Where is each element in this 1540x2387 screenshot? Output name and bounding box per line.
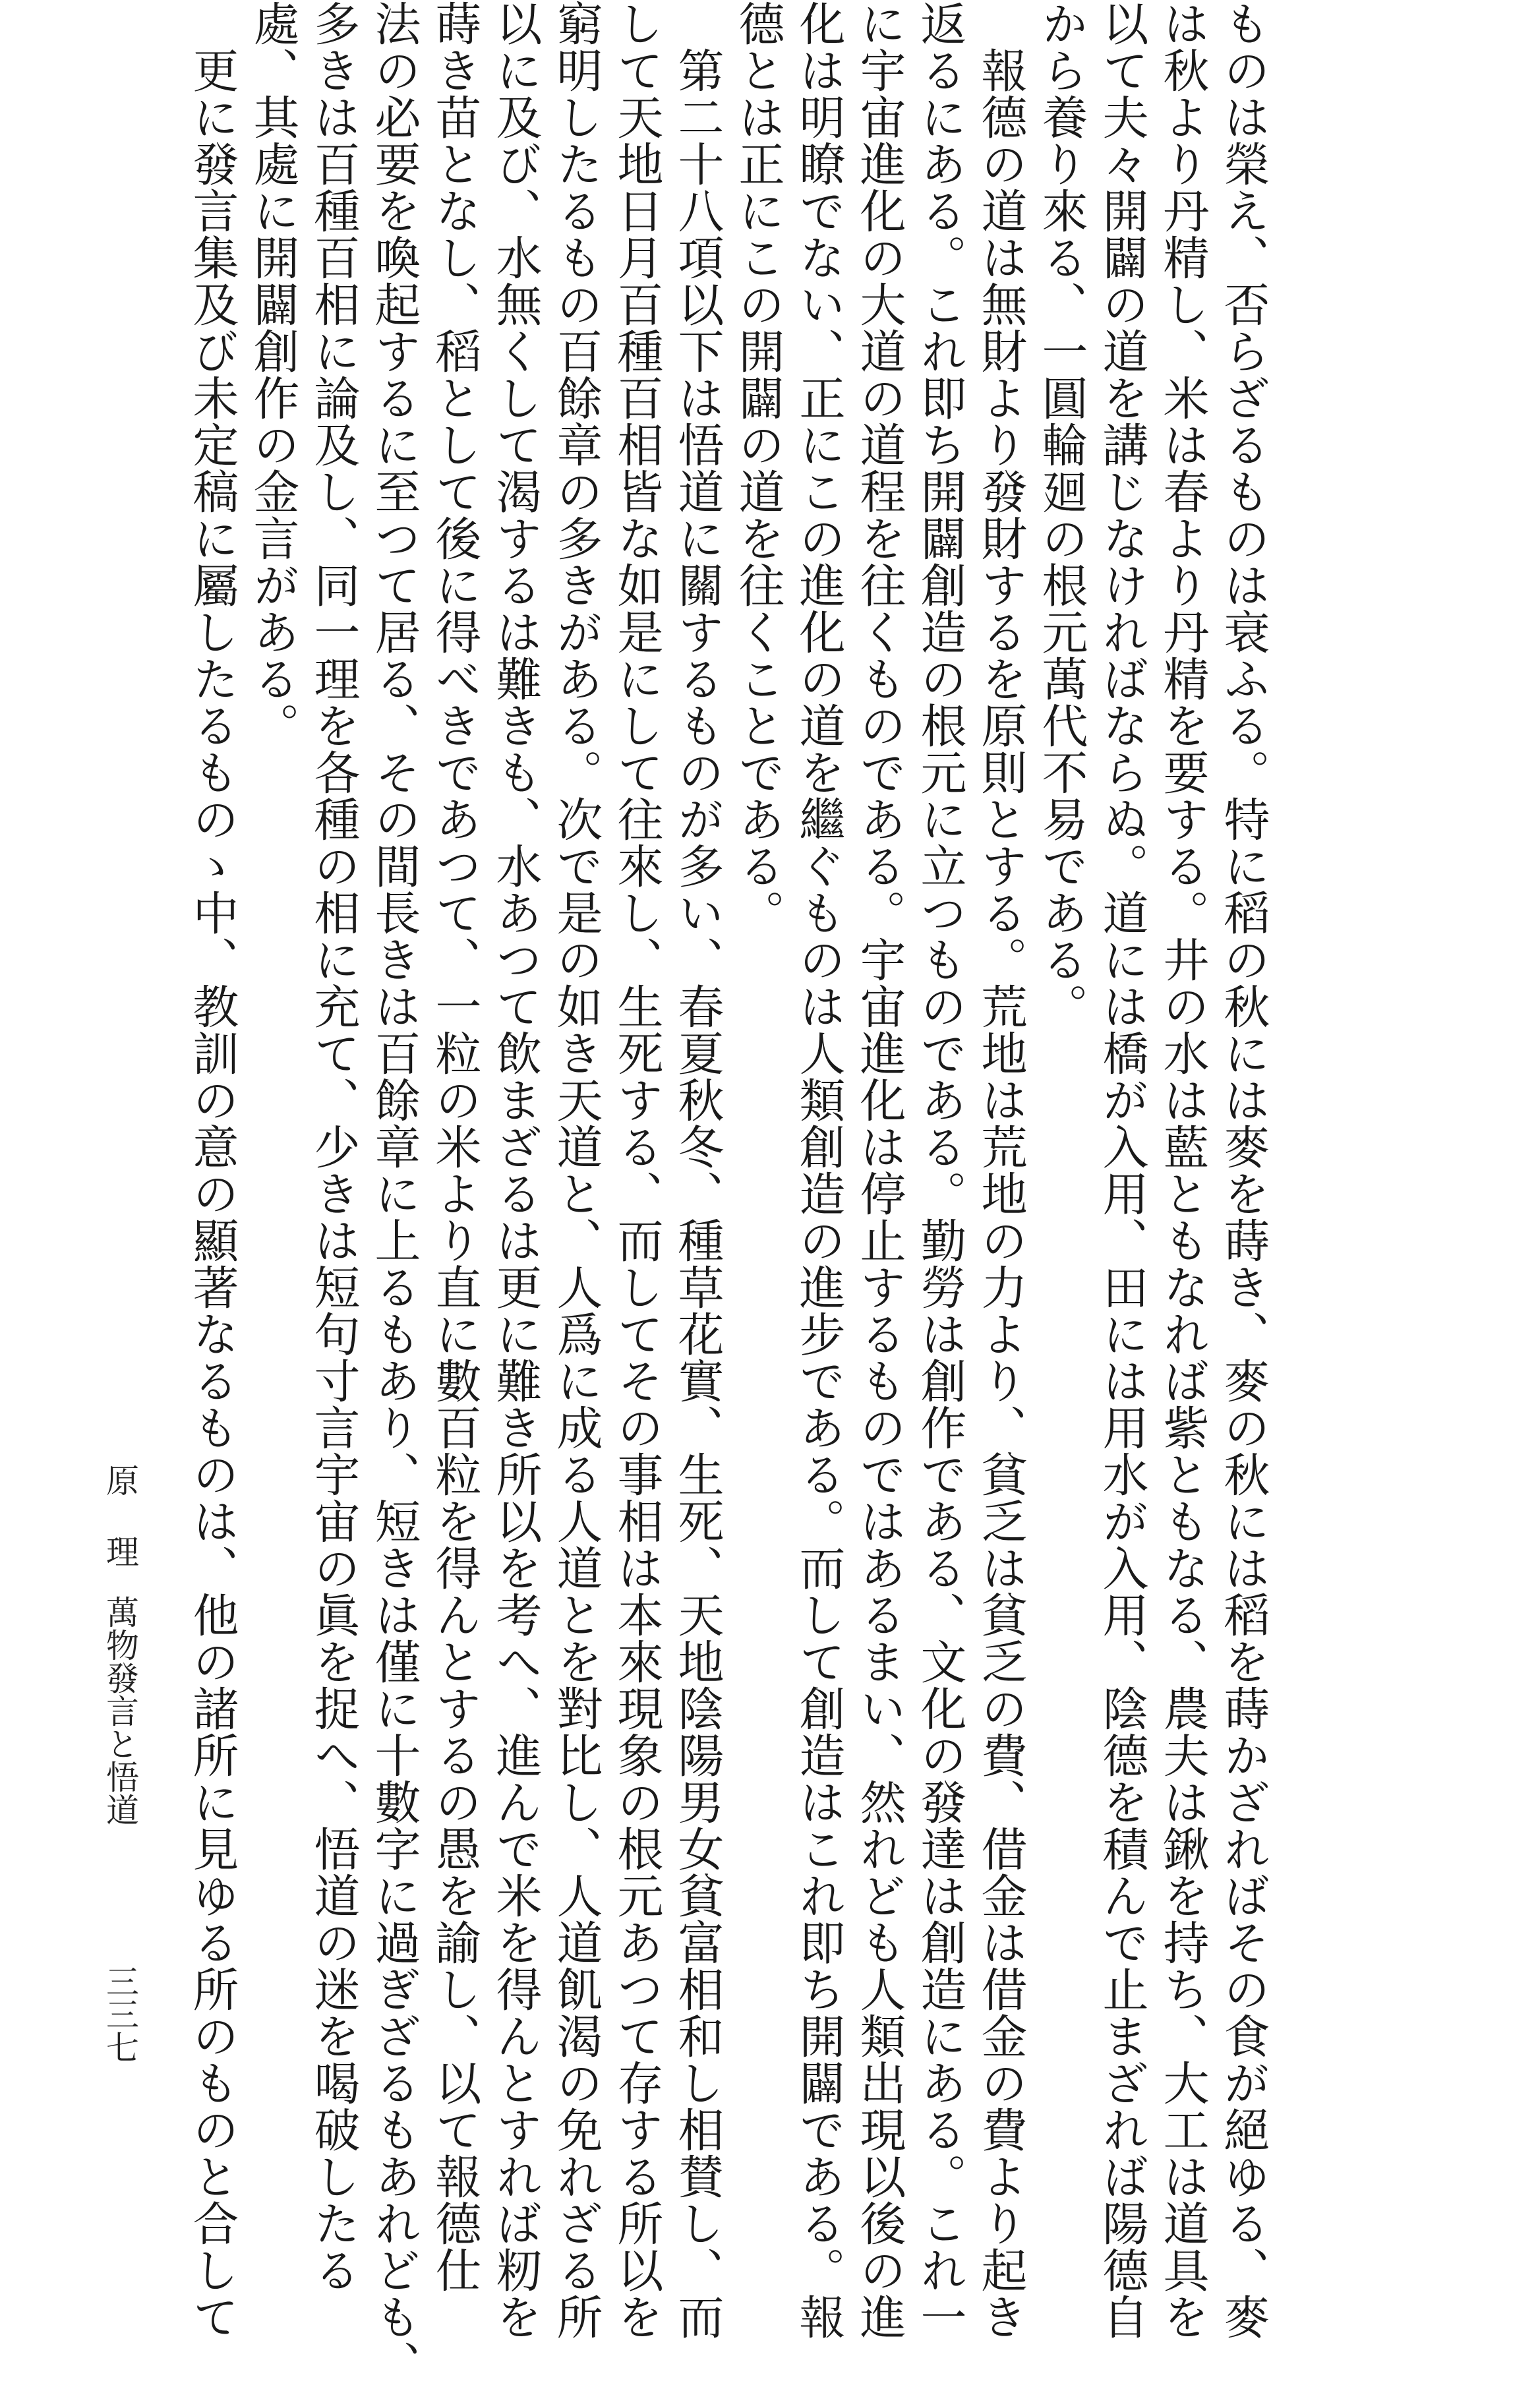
body-line: 化は明瞭でない、正にこの進化の道を繼ぐものは人類創造の進步である。而して創造はこれ即ち開闢である。報 (792, 0, 846, 2340)
body-line: 多きは百種百相に論及し、同一理を各種の相に充て、少きは短句寸言宇宙の眞を捉へ、悟道の迷を喝破したる (307, 0, 361, 2293)
body-line: 以に及び、水無くして渴するは難きも、水あつて飲まざるは更に難き所以を考へ、進んで米を得んとすれば籾を (489, 0, 543, 2340)
body-line: 處、其處に開闢創作の金言がある。 (246, 0, 300, 749)
body-line: に宇宙進化の大道の道程を往くものである。宇宙進化は停止するものではあるまい、然れども人類出現以後の進 (852, 0, 906, 2340)
running-title: 萬物發言と悟道 (101, 1595, 139, 1826)
body-line: 返るにある。これ即ち開闢創造の根元に立つものである。勤勞は創作である、文化の發達は創造にある。これ一 (913, 0, 967, 2340)
body-line: 報德の道は無財より發財するを原則とする。荒地は荒地の力より、貧乏は貧乏の費、借金は借金の費より起き (974, 0, 1028, 2340)
body-line: 德とは正にこの開闢の道を往くことである。 (731, 0, 785, 936)
page-number: 三三七 (101, 1964, 139, 2063)
body-line: 更に發言集及び未定稿に屬したるものゝ中、教訓の意の顯著なるものは、他の諸所に見ゆる所のものと合して (185, 0, 239, 2340)
body-line: ものは榮え、否らざるものは衰ふる。特に稻の秋には麥を蒔き、麥の秋には稻を蒔かざればその食が絕ゆる、麥 (1216, 0, 1270, 2340)
body-line: 蒔き苗となし、稻として後に得べきであつて、一粒の米より直に數百粒を得んとするの愚を諭し、以て報德仕 (428, 0, 482, 2293)
body-line: 第二十八項以下は悟道に關するものが多い、春夏秋冬、種草花實、生死、天地陰陽男女貧富相和し相賛し、而 (670, 0, 725, 2340)
body-line: は秋より丹精し、米は春より丹精を要する。井の水は藍ともなれば紫ともなる、農夫は鍬を持ち、大工は道具を (1156, 0, 1210, 2340)
body-line: から養り來る、一圓輪廻の根元萬代不易である。 (1034, 0, 1088, 1030)
body-line: 法の必要を喚起するに至つて居る、その間長きは百餘章に上るもあり、短きは僅に十數字に過ぎざるもあれども、 (367, 0, 421, 2387)
body-line: 窮明したるもの百餘章の多きがある。次で是の如き天道と、人爲に成る人道とを對比し、人道飢渴の免れざる所 (549, 0, 603, 2340)
body-line: して天地日月百種百相皆な如是にして往來し、生死する、而してその事相は本來現象の根元あつて存する所以を (610, 0, 664, 2340)
body-line: 以て夫々開闢の道を講じなければならぬ。道には橋が入用、田には用水が入用、陰德を積んで止まざれば陽德自 (1095, 0, 1149, 2340)
section-label: 原 理 (101, 1463, 139, 1568)
